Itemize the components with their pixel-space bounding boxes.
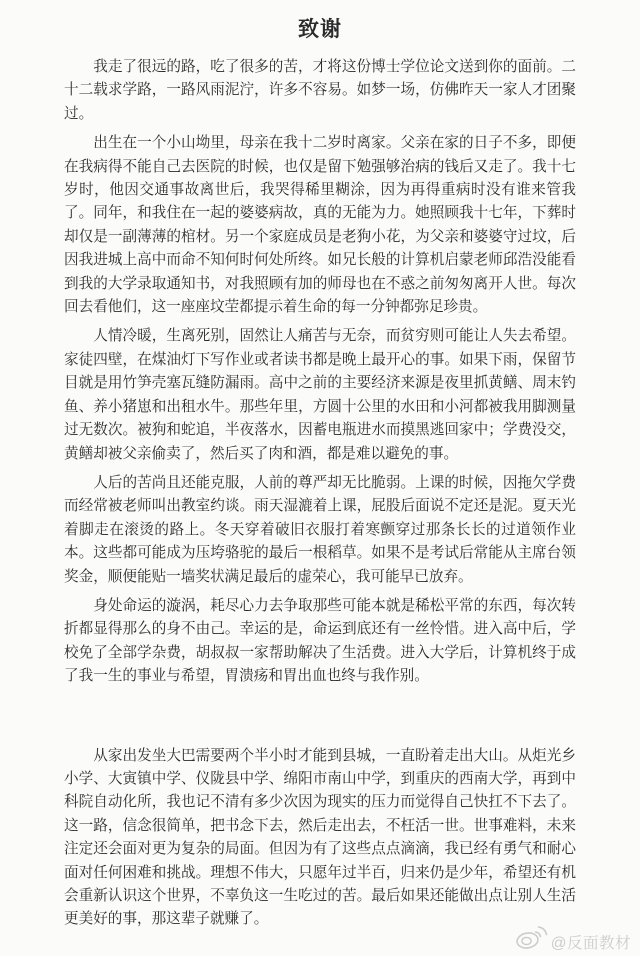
watermark xyxy=(515,924,631,951)
paragraph-journey: 我走了很远的路，吃了很多的苦，才将这份博士学位论文送到你的面前。二十二载求学路，一路风雨泥泞，许多不容易。如梦一场，仿佛昨天一家人才团聚过。 xyxy=(64,59,576,122)
weibo-icon xyxy=(515,924,548,951)
paragraph-poverty: 人情冷暖，生离死别，固然让人痛苦与无奈，而贫穷则可能让人失去希望。家徒四壁，在煤油灯下写作业或者读书都是晚上最开心的事。如果下雨，保留节目就是用竹笋壳塞瓦缝防漏雨。高中之前的主要经济来源是夜里抓黄鳝、周末钓鱼、养小猪崽和出租水牛。那些年里，方圆十公里的水田和小河都被我用脚测量过无数次。被狗和蛇追，半夜落水，因蓄电瓶进水而摸黑逃回家中；学费没交，黄鳝却被父亲偷卖了，然后买了肉和酒，都是难以避免的事。 xyxy=(64,328,576,462)
paragraph-conclusion: 从家出发坐大巴需要两个半小时才能到县城，一直盼着走出大山。从炬光乡小学、大寅镇中学、仪陇县中学、绵阳市南山中学，到重庆的西南大学，再到中科院自动化所，我也记不清有多少次因为现实的压力而觉得自己快扛不下去了。这一路，信念很简单，把书念下去，然后走出去，不枉活一世。世事难料，未来注定还会面对更为复杂的局面。但因为有了这些点点滴滴，我已经有勇气和耐心面对任何困难和挑战。理想不伟大，只愿年过半百，归来仍是少年，希望还有机会重新认识这个世界，不辜负这一生吃过的苦。最后如果还能做出点让别人生活更美好的事，那这辈子就赚了。 xyxy=(64,747,576,928)
document-body xyxy=(64,56,576,932)
page-title: 致谢 xyxy=(298,17,342,41)
paragraph-fate: 身处命运的漩涡，耗尽心力去争取那些可能本就是稀松平常的东西，每次转折都显得那么的身不由己。幸运的是，命运到底还有一丝怜惜。进入高中后，学校免了全部学杂费，胡叔叔一家帮助解决了生活费。进入大学后，计算机终于成了我一生的事业与希望，胃溃疡和胃出血也终与我作别。 xyxy=(64,597,576,685)
paragraph-family: 出生在一个小山坳里，母亲在我十二岁时离家。父亲在家的日子不多，即便在我病得不能自己去医院的时候，也仅是留下勉强够治病的钱后又走了。我十七岁时，他因交通事故离世后，我哭得稀里糊涂，因为再得重病时没有谁来管我了。同年，和我住在一起的婆婆病故，真的无能为力。她照顾我十七年，下葬时却仅是一副薄薄的棺材。另一个家庭成员是老狗小花，为父亲和婆婆守过坟，后因我进城上高中而命不知何时何处所终。如兄长般的计算机启蒙老师邱浩没能看到我的大学录取通知书，对我照顾有加的师母也在不惑之前匆匆离开人世。每次回去看他们，这一座座坟茔都提示着生命的每一分钟都弥足珍贵。 xyxy=(64,135,576,316)
watermark-handle: @反面教材 xyxy=(550,934,631,952)
paragraph-dignity: 人后的苦尚且还能克服，人前的尊严却无比脆弱。上课的时候，因拖欠学费而经常被老师叫出教室约谈。雨天湿漉着上课，屁股后面说不定还是泥。夏天光着脚走在滚烫的路上。冬天穿着破旧衣服打着寒颤穿过那条长长的过道领作业本。这些都可能成为压垮骆驼的最后一根稻草。如果不是考试后常能从主席台领奖金，顺便能贴一墙奖状满足最后的虚荣心，我可能早已放弃。 xyxy=(64,474,576,585)
